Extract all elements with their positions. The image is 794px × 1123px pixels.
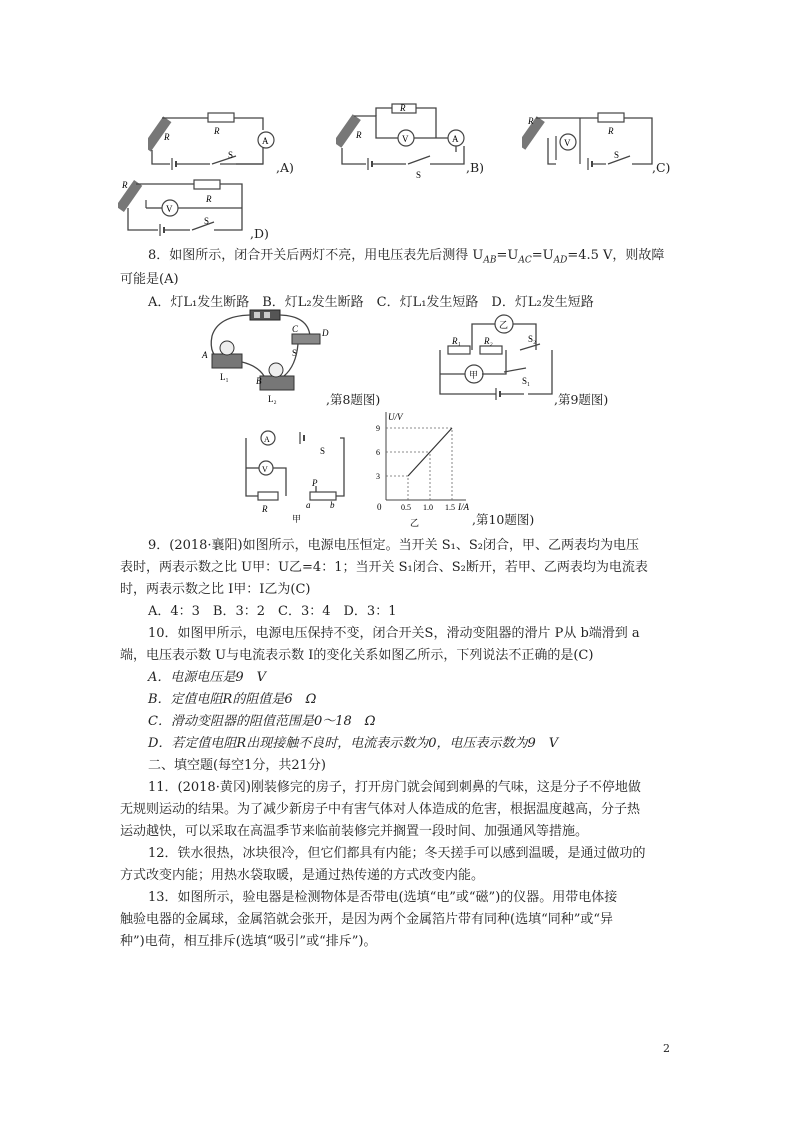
fig10-caption: ,第10题图) [472, 512, 535, 527]
svg-text:R: R [206, 194, 212, 204]
section-heading: 二、填空题(每空1分，共21分) [148, 758, 326, 773]
x-tick-label: 0.5 [401, 503, 411, 512]
q9-line3: 时，两表示数之比 I甲：I乙为(C) [120, 582, 311, 597]
x-tick-label: 1.5 [445, 503, 455, 512]
chart-panel-label: 乙 [410, 518, 420, 528]
svg-text:a: a [306, 500, 311, 510]
svg-text:V: V [262, 465, 268, 474]
q8-line2: 可能是(A) [120, 272, 179, 287]
q10-option-c: C．滑动变阻器的阻值范围是0～18 Ω [148, 714, 376, 729]
y-axis-label: U/V [388, 412, 403, 422]
svg-text:R: R [356, 130, 362, 140]
fig8-caption: ,第8题图) [326, 392, 381, 407]
svg-text:S: S [320, 446, 326, 456]
q13-line3: 种”)电荷，相互排斥(选填“吸引”或“排斥”)。 [120, 934, 377, 949]
svg-text:甲: 甲 [292, 514, 302, 524]
q10-line1: 10．如图甲所示，电源电压保持不变，闭合开关S，滑动变阻器的滑片 P从 b端滑到 a [148, 626, 640, 641]
svg-text:A: A [264, 435, 270, 444]
q8-line1: 8．如图所示，闭合开关后两灯不亮，用电压表先后测得 $U_{AB}=U_{AC}=U_{AD}=4.5$ V，则故障 [148, 248, 665, 266]
q9-options: A．4：3 B．3：2 C．3：4 D．3：1 [148, 604, 397, 619]
svg-text:L₁: L₁ [220, 372, 229, 382]
y-tick-label: 9 [376, 424, 380, 433]
svg-text:R: R [400, 103, 406, 113]
svg-text:R: R [164, 132, 170, 142]
origin-label: 0 [377, 502, 382, 512]
q10-option-d: D．若定值电阻R出现接触不良时，电流表示数为0，电压表示数为9 V [148, 736, 559, 751]
figure-9-circuit [436, 312, 560, 404]
circuit-figure-c [522, 110, 662, 182]
svg-text:R: R [528, 116, 534, 126]
page-number: 2 [663, 1042, 670, 1055]
svg-text:S: S [416, 170, 422, 180]
circuit-figure-b [336, 102, 476, 182]
q11-line1: 11．(2018·黄冈)刚装修完的房子，打开房门就会闻到刺鼻的气味，这是分子不停地做 [148, 780, 641, 795]
svg-text:C: C [292, 324, 299, 334]
q13-line1: 13．如图所示，验电器是检测物体是否带电(选填“电”或“磁”)的仪器。用带电体接 [148, 890, 618, 905]
q12-line1: 12．铁水很热，冰块很冷，但它们都具有内能；冬天搓手可以感到温暖，是通过做功的 [148, 846, 646, 861]
fig9-caption: ,第9题图) [554, 392, 609, 407]
q9-line2: 表时，两表示数之比 U甲：U乙=4：1；当开关 S₁闭合、S₂断开，若甲、乙两表均为电流表 [120, 560, 648, 575]
svg-text:B: B [256, 376, 262, 386]
svg-text:R₁: R₁ [452, 336, 461, 346]
svg-text:L₂: L₂ [268, 394, 277, 404]
q9-line1: 9．(2018·襄阳)如图所示，电源电压恒定。当开关 S₁、S₂闭合，甲、乙两表均为电压 [148, 538, 639, 553]
svg-text:甲: 甲 [469, 370, 479, 380]
q10-option-b: B．定值电阻R的阻值是6 Ω [148, 692, 317, 707]
q13-line2: 触验电器的金属球，金属箔就会张开，是因为两个金属箔片带有同种(选填“同种”或“异 [120, 912, 614, 927]
svg-text:A: A [452, 134, 459, 144]
svg-text:A: A [262, 136, 269, 146]
svg-text:乙: 乙 [499, 320, 509, 330]
fig-c-label: ,C) [652, 160, 671, 175]
q12-line2: 方式改变内能；用热水袋取暖，是通过热传递的方式改变内能。 [120, 868, 485, 883]
fig-d-label: ,D) [250, 226, 269, 241]
svg-text:R: R [262, 504, 268, 514]
y-tick-label: 3 [376, 472, 380, 481]
svg-text:S: S [204, 216, 210, 226]
svg-text:b: b [330, 500, 335, 510]
svg-text:R: R [608, 126, 614, 136]
figure-8-apparatus [198, 306, 334, 406]
circuit-figure-d [118, 178, 258, 240]
svg-text:V: V [564, 138, 571, 148]
svg-text:V: V [402, 134, 409, 144]
svg-text:D: D [322, 328, 329, 338]
q11-line3: 运动越快，可以采取在高温季节来临前装修完并搁置一段时间、加强通风等措施。 [120, 824, 589, 839]
fig-a-label: ,A) [276, 160, 294, 175]
q10-line2: 端，电压表示数 U与电流表示数 I的变化关系如图乙所示，下列说法不正确的是(C) [120, 648, 594, 663]
svg-text:S₁: S₁ [522, 376, 531, 386]
svg-text:R₂: R₂ [484, 336, 493, 346]
svg-text:R: R [122, 180, 128, 190]
q11-line2: 无规则运动的结果。为了减少新房子中有害气体对人体造成的危害，根据温度越高，分子热 [120, 802, 641, 817]
svg-text:S: S [614, 150, 620, 160]
svg-text:S₂: S₂ [528, 334, 537, 344]
svg-text:R: R [214, 126, 220, 136]
figure-10-chart [362, 408, 478, 528]
figure-10-circuit [240, 428, 352, 524]
svg-text:A: A [202, 350, 208, 360]
x-tick-label: 1.0 [423, 503, 433, 512]
svg-text:S: S [228, 150, 234, 160]
y-tick-label: 6 [376, 448, 380, 457]
x-axis-label: I/A [458, 502, 469, 512]
q8-options: A．灯L₁发生断路 B．灯L₂发生断路 C．灯L₁发生短路 D．灯L₂发生短路 [148, 295, 594, 310]
fig-b-label: ,B) [466, 160, 485, 175]
svg-text:S: S [292, 348, 298, 358]
q10-option-a: A．电源电压是9 V [148, 670, 267, 685]
svg-text:V: V [166, 204, 173, 214]
svg-text:P: P [312, 478, 318, 488]
